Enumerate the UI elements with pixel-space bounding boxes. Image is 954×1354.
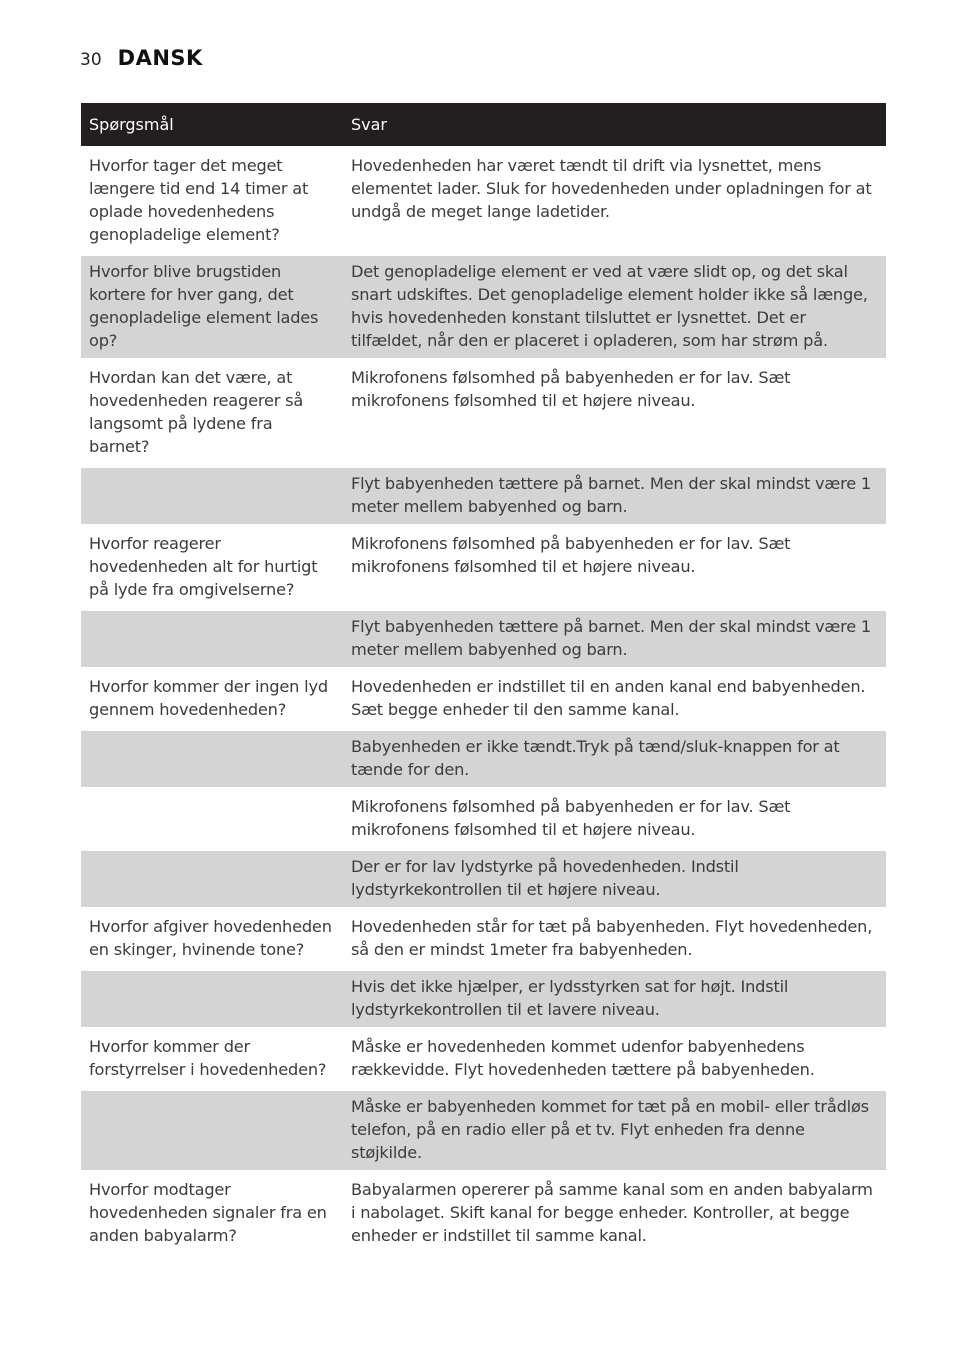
answer-cell: Flyt babyenheden tættere på barnet. Men der skal mindst være 1 meter mellem babyenhed og barn. (343, 466, 886, 526)
question-cell (81, 1089, 343, 1172)
table-row (81, 969, 886, 1029)
question-cell: Hvorfor afgiver hovedenheden en skinger, hvinende tone? (89, 917, 332, 959)
question-cell: Hvorfor modtager hovedenheden signaler fra en anden babyalarm? (89, 1180, 327, 1245)
question-cell (81, 609, 343, 669)
table-row (81, 526, 886, 609)
answer-cell: Mikrofonens følsomhed på babyenheden er for lav. Sæt mikrofonens følsomhed til et højere niveau. (351, 534, 791, 576)
table-row (81, 360, 886, 466)
section-title: DANSK (117, 46, 203, 70)
table-row (81, 909, 886, 969)
question-cell (81, 466, 343, 526)
question-cell: Hvordan kan det være, at hovedenheden reagerer så langsomt på lydene fra barnet? (89, 368, 304, 456)
table-row (81, 1089, 886, 1172)
table-row (81, 1172, 886, 1253)
answer-cell: Hovedenheden står for tæt på babyenheden. Flyt hovedenheden, så den er mindst 1meter fra babyenheden. (351, 917, 873, 959)
question-cell (81, 969, 343, 1029)
question-cell: Hvorfor reagerer hovedenheden alt for hurtigt på lyde fra omgivelserne? (89, 534, 318, 599)
table-row (81, 729, 886, 789)
table-body (81, 148, 886, 1253)
table-row (81, 466, 886, 526)
answer-cell: Mikrofonens følsomhed på babyenheden er for lav. Sæt mikrofonens følsomhed til et højere niveau. (351, 368, 791, 410)
page-header (80, 46, 203, 70)
answer-cell: Måske er babyenheden kommet for tæt på en mobil- eller trådløs telefon, på en radio eller på et tv. Flyt enheden fra denne støjkilde. (343, 1089, 886, 1172)
answer-cell: Der er for lav lydstyrke på hovedenheden. Indstil lydstyrkekontrollen til et højere niveau. (343, 849, 886, 909)
column-header-answer: Svar (343, 103, 886, 148)
question-cell: Hvorfor tager det meget længere tid end 14 timer at oplade hovedenhedens genopladelige element? (89, 156, 309, 244)
table-row (81, 148, 886, 254)
question-cell (81, 729, 343, 789)
answer-cell: Babyalarmen opererer på samme kanal som en anden babyalarm i nabolaget. Skift kanal for begge enheder. Kontroller, at begge enheder er indstillet til samme kanal. (351, 1180, 873, 1245)
question-cell: Hvorfor kommer der ingen lyd gennem hovedenheden? (89, 677, 328, 719)
table-row (81, 254, 886, 360)
page-number: 30 (80, 50, 102, 70)
answer-cell: Hovedenheden er indstillet til en anden kanal end babyenheden. Sæt begge enheder til den samme kanal. (351, 677, 866, 719)
answer-cell: Det genopladelige element er ved at være slidt op, og det skal snart udskiftes. Det genopladelige element holder ikke så længe, hvis hovedenheden konstant tilsluttet er lysnettet. Det er tilfældet, når den er placeret i opladeren, som har strøm på. (343, 254, 886, 360)
table-row (81, 789, 886, 849)
answer-cell: Flyt babyenheden tættere på barnet. Men der skal mindst være 1 meter mellem babyenhed og barn. (343, 609, 886, 669)
answer-cell: Hovedenheden har været tændt til drift via lysnettet, mens elementet lader. Sluk for hovedenheden under opladningen for at undgå de meget lange ladetider. (351, 156, 872, 221)
answer-cell: Hvis det ikke hjælper, er lydsstyrken sat for højt. Indstil lydstyrkekontrollen til et lavere niveau. (343, 969, 886, 1029)
table-row (81, 849, 886, 909)
answer-cell: Måske er hovedenheden kommet udenfor babyenhedens rækkevidde. Flyt hovedenheden tættere på babyenheden. (351, 1037, 815, 1079)
column-header-question: Spørgsmål (81, 103, 343, 148)
question-cell (81, 789, 343, 849)
answer-cell: Babyenheden er ikke tændt.Tryk på tænd/sluk-knappen for at tænde for den. (343, 729, 886, 789)
question-cell: Hvorfor blive brugstiden kortere for hver gang, det genopladelige element lades op? (81, 254, 343, 360)
troubleshooting-table (81, 103, 886, 1253)
table-row (81, 1029, 886, 1089)
question-cell: Hvorfor kommer der forstyrrelser i hovedenheden? (89, 1037, 327, 1079)
table-row (81, 669, 886, 729)
answer-cell: Mikrofonens følsomhed på babyenheden er for lav. Sæt mikrofonens følsomhed til et højere niveau. (351, 797, 791, 839)
table-header-row (81, 103, 886, 148)
table-row (81, 609, 886, 669)
question-cell (81, 849, 343, 909)
